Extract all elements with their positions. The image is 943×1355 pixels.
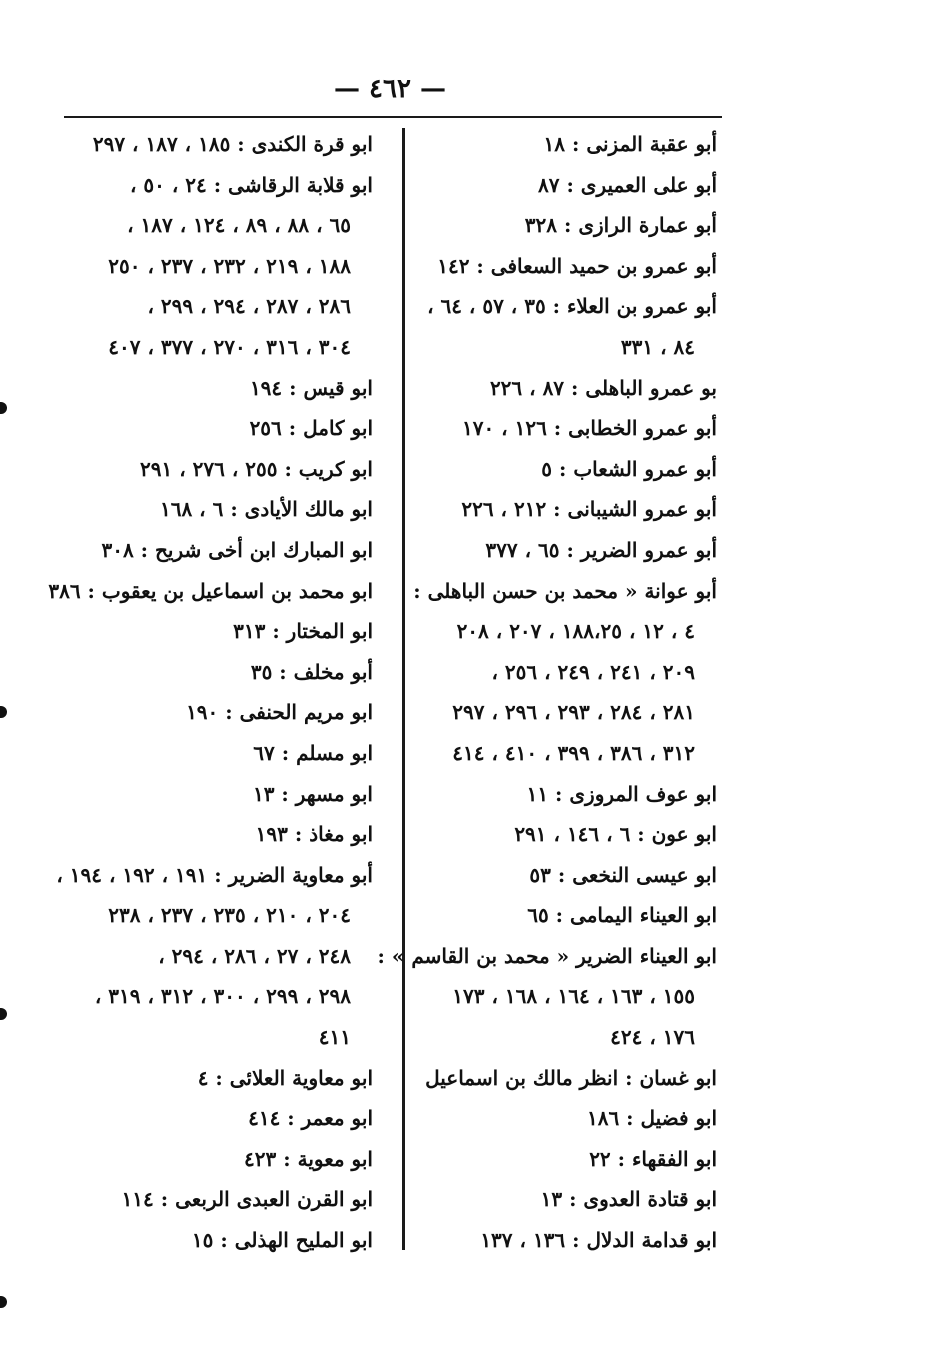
index-entry: ابو المبارك ابن أخى شريح : ٣٠٨	[101, 537, 373, 562]
index-entry: أبو معاوية الضرير : ١٩١ ، ١٩٢ ، ١٩٤ ،	[56, 862, 373, 887]
index-entry: ٦٥ ، ٨٨ ، ٨٩ ، ١٢٤ ، ١٨٧ ،	[127, 213, 351, 238]
index-entry: أبو عمرو بن حميد السعافى : ١٤٢	[437, 253, 717, 278]
index-entry: ابو كريب : ٢٥٥ ، ٢٧٦ ، ٢٩١	[140, 456, 373, 481]
index-entry: ابو كامل : ٢٥٦	[249, 416, 373, 441]
index-entry: ابو فضيل : ١٨٦	[586, 1106, 717, 1131]
index-entry: ابو محمد بن اسماعيل بن يعقوب : ٣٨٦	[48, 578, 373, 603]
index-entry: ٢٨٦ ، ٢٨٧ ، ٢٩٤ ، ٢٩٩ ،	[147, 294, 351, 319]
index-entry: ١٨٨ ، ٢١٩ ، ٢٣٢ ، ٢٣٧ ، ٢٥٠	[108, 253, 351, 278]
index-entry: ابو قيس : ١٩٤	[249, 375, 373, 400]
index-entry: بو عمرو الباهلى : ٨٧ ، ٢٢٦	[489, 375, 717, 400]
index-entry: ابو قرة الكندى : ١٨٥ ، ١٨٧ ، ٢٩٧	[92, 132, 373, 156]
edge-mark	[0, 1008, 7, 1020]
index-entry: ابو عيسى النخعى : ٥٣	[529, 862, 717, 887]
index-entry: ابو قلابة الرقاشى : ٢٤ ، ٥٠ ،	[129, 172, 373, 197]
index-entry: ٣١٢ ، ٣٨٦ ، ٣٩٩ ، ٤١٠ ، ٤١٤	[452, 740, 695, 765]
index-entry: أبو عمرو بن العلاء : ٣٥ ، ٥٧ ، ٦٤ ،	[427, 294, 717, 319]
index-entry: ابو معمر : ٤١٤	[248, 1106, 373, 1131]
index-entry: أبو عمرو الشعاب : ٥	[541, 456, 717, 481]
index-column-right	[377, 124, 717, 1261]
index-entry: ٨٤ ، ٣٣١	[620, 334, 695, 359]
index-entry: ابو مريم الحنفى : ١٩٠	[186, 700, 373, 725]
index-entry: ابو المليح الهذلى : ١٥	[191, 1228, 373, 1253]
edge-mark	[0, 706, 7, 718]
index-entry: ٢٨١ ، ٢٨٤ ، ٢٩٣ ، ٢٩٦ ، ٢٩٧	[452, 700, 695, 725]
index-entry: ابو قتادة العدوى : ١٣	[540, 1187, 717, 1212]
index-entry: ابو معاوية العلائى : ٤	[197, 1065, 373, 1090]
index-entry: أبو مخلف : ٣٥	[250, 659, 373, 684]
index-entry: أبو على العميرى : ٨٧	[538, 172, 717, 197]
index-column-left	[48, 124, 373, 1261]
page-number: — ٤٦٢ —	[333, 74, 447, 104]
index-entry: ابو قدامة الدلال : ١٣٦ ، ١٣٧	[480, 1228, 717, 1253]
index-entry: ٢٩٨ ، ٢٩٩ ، ٣٠٠ ، ٣١٢ ، ٣١٩ ،	[94, 984, 351, 1009]
index-entry: أبو عقبة المزنى : ١٨	[543, 132, 717, 156]
index-entry: ابو العيناء الضرير « محمد بن القاسم » :	[377, 943, 717, 968]
index-entry: ابو العيناء اليمامى : ٦٥	[527, 903, 717, 928]
index-entry: ابو معوية : ٤٢٣	[244, 1146, 373, 1171]
index-entry: ابو مغاذ : ١٩٣	[255, 822, 373, 847]
edge-mark	[0, 402, 7, 414]
index-entry: ١٧٦ ، ٤٢٤	[610, 1025, 695, 1050]
index-entry: ابو مسلم : ٦٧	[253, 740, 373, 765]
index-entry: أبو عمرو الضرير : ٦٥ ، ٣٧٧	[485, 537, 717, 562]
index-entry: ابو مالك الأيادى : ٦ ، ١٦٨	[159, 497, 373, 522]
header-rule	[64, 116, 722, 118]
edge-mark	[0, 1296, 7, 1308]
index-entry: ١٥٥ ، ١٦٣ ، ١٦٤ ، ١٦٨ ، ١٧٣	[452, 984, 695, 1009]
index-entry: ٤١١	[318, 1025, 351, 1050]
index-entry: ٢٠٩ ، ٢٤١ ، ٢٤٩ ، ٢٥٦ ،	[491, 659, 695, 684]
index-entry: ابو القرن العبدى الربعى : ١١٤	[121, 1187, 373, 1212]
index-entry: ابو الفقهاء : ٢٢	[589, 1146, 717, 1171]
index-entry: ٤ ، ١٢ ، ١٨٨،٢٥ ، ٢٠٧ ، ٢٠٨	[456, 619, 695, 644]
index-entry: أبو عمارة الرازى : ٣٢٨	[524, 213, 717, 238]
index-entry: أبو عوانة « محمد بن حسن الباهلى :	[413, 578, 717, 603]
index-entry: ٢٠٤ ، ٢١٠ ، ٢٣٥ ، ٢٣٧ ، ٢٣٨	[108, 903, 351, 928]
index-entry: ابو غسان : انظر مالك بن اسماعيل	[425, 1065, 717, 1090]
index-entry: ٣٠٤ ، ٣١٦ ، ٢٧٠ ، ٣٧٧ ، ٤٠٧	[108, 334, 351, 359]
index-entry: ابو عوف المروزى : ١١	[526, 781, 717, 806]
index-entry: ٢٤٨ ، ٢٧ ، ٢٨٦ ، ٢٩٤ ،	[158, 943, 351, 968]
index-entry: أبو عمرو الخطابى : ١٢٦ ، ١٧٠	[461, 416, 717, 441]
index-entry: ابو مسهر : ١٣	[252, 781, 373, 806]
index-entry: ابو عون : ٦ ، ١٤٦ ، ٢٩١	[514, 822, 717, 847]
index-entry: أبو عمرو الشيبانى : ٢١٢ ، ٢٢٦	[461, 497, 717, 522]
index-entry: ابو المختار : ٣١٣	[233, 619, 373, 644]
